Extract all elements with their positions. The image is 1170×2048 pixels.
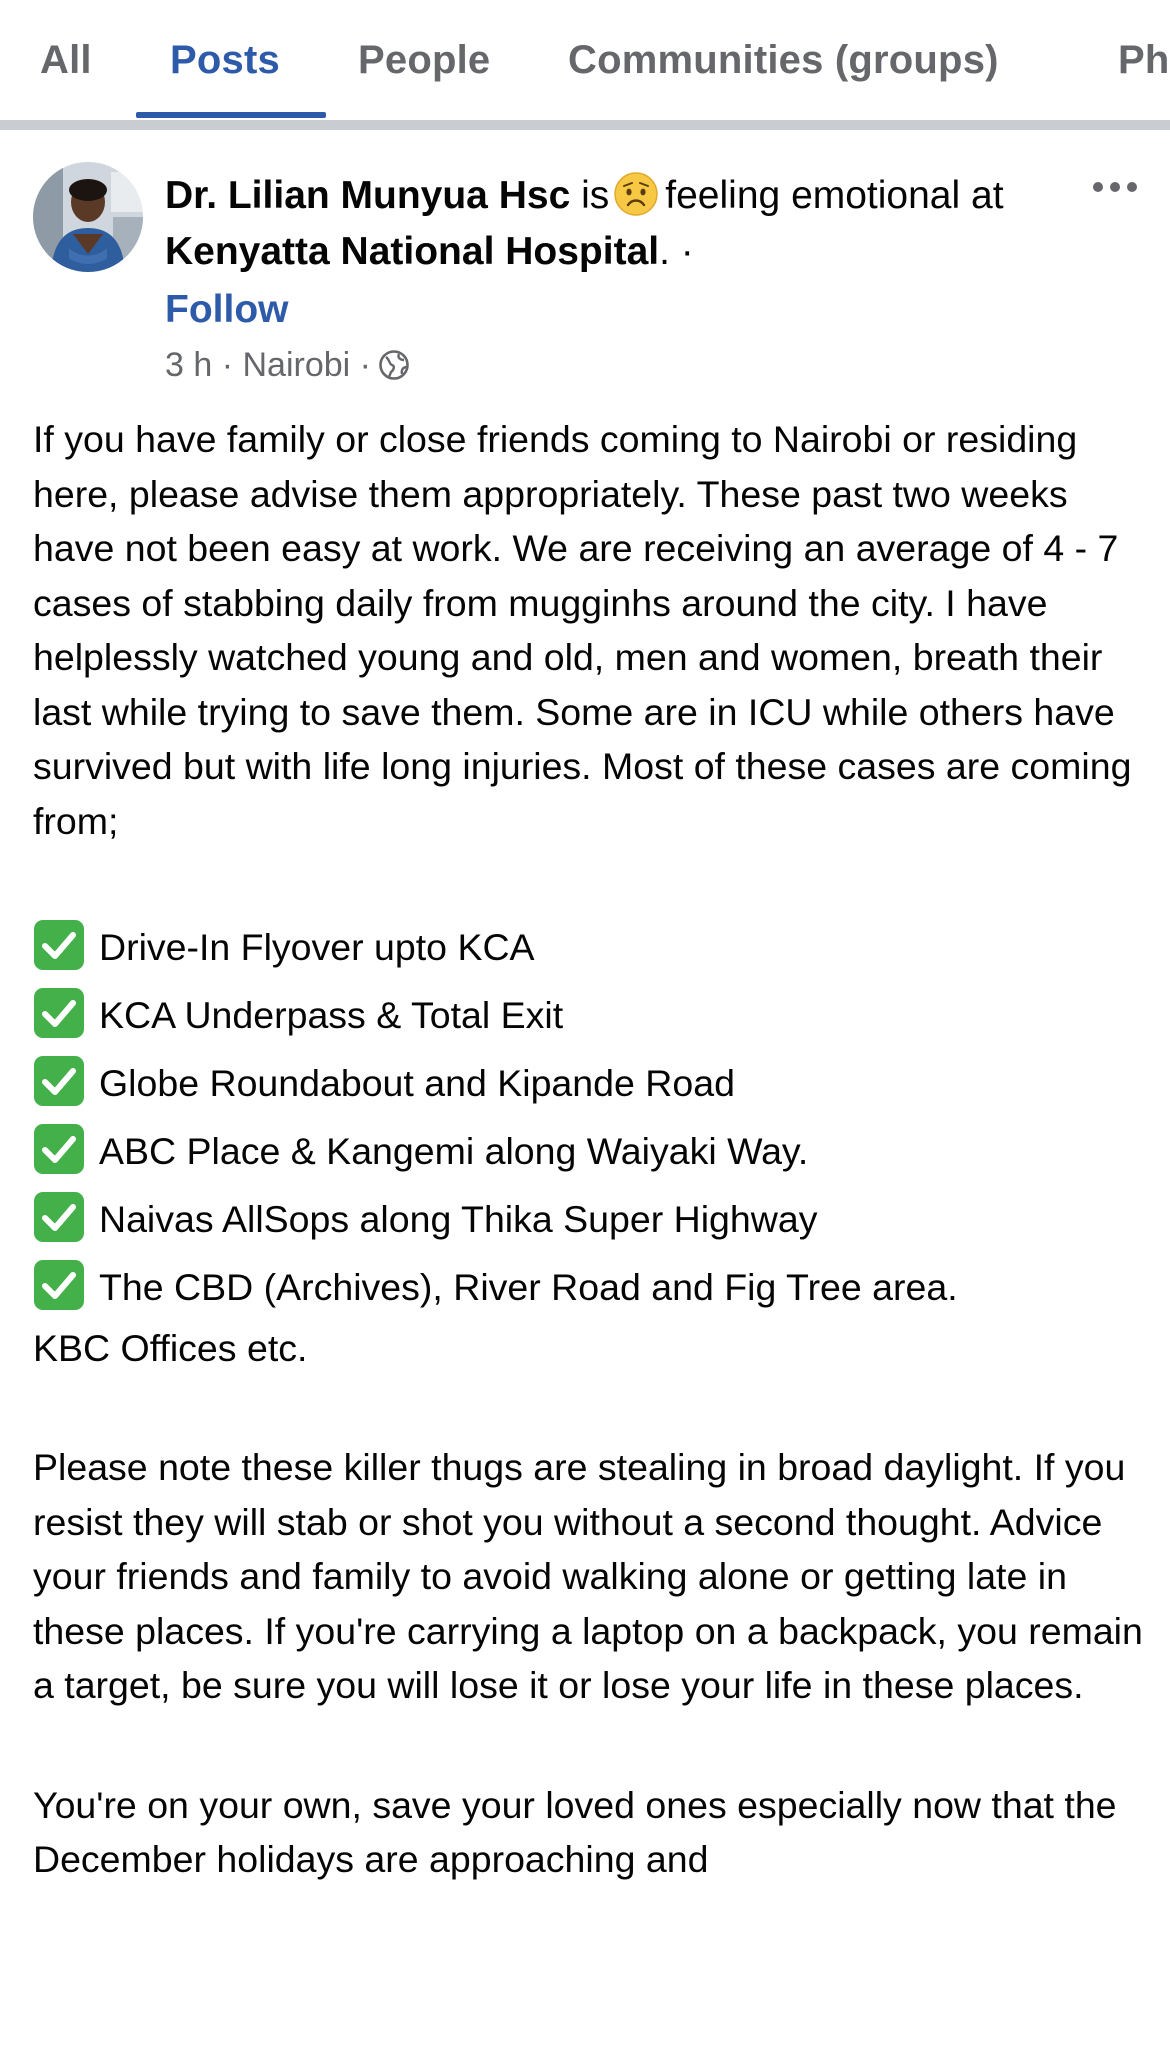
sad-face-emoji-icon: [613, 171, 659, 217]
location-text: KCA Underpass & Total Exit: [99, 994, 564, 1036]
place-name[interactable]: Kenyatta National Hospital: [165, 230, 660, 273]
location-text: Globe Roundabout and Kipande Road: [99, 1062, 735, 1104]
active-tab-indicator: [136, 112, 326, 118]
tab-all[interactable]: All: [40, 38, 92, 82]
location-text: Naivas AllSops along Thika Super Highway: [99, 1198, 818, 1240]
feeling-text: emotional at: [791, 174, 1004, 217]
check-mark-icon: [33, 1055, 85, 1107]
follow-button[interactable]: Follow: [165, 288, 289, 331]
check-mark-icon: [33, 1259, 85, 1311]
list-item: [33, 1253, 1143, 1321]
avatar-image: [33, 162, 143, 272]
post-paragraph-2: Please note these killer thugs are stealing in broad daylight. If you resist they will stab or shot you without a second thought. Advice your friends and family to avoid walking alone or getting late in these places. If you're carrying a laptop on a backpack, you remain a target, be sure you will lose it or lose your life in these places.: [33, 1446, 1143, 1706]
globe-icon: [377, 348, 411, 382]
post-body: [33, 412, 1143, 1887]
locations-list: [33, 913, 1143, 1375]
post-paragraph-3: You're on your own, save your loved ones especially now that the December holidays are approaching and: [33, 1783, 1117, 1880]
list-item: [33, 1117, 1143, 1185]
more-options-icon[interactable]: [1092, 180, 1138, 194]
list-item: [33, 1185, 1143, 1253]
tab-photos[interactable]: Ph: [1118, 38, 1170, 82]
check-mark-icon: [33, 1123, 85, 1175]
list-item: [33, 981, 1143, 1049]
tabs-divider: [0, 120, 1170, 130]
check-mark-icon: [33, 1191, 85, 1243]
list-item: [33, 913, 1143, 981]
check-mark-icon: [33, 919, 85, 971]
feeling-label: feeling: [665, 174, 781, 217]
activity-prefix: is: [581, 174, 610, 217]
post-meta: [165, 346, 411, 385]
header-separator: . ·: [659, 230, 694, 273]
tab-posts[interactable]: Posts: [170, 38, 280, 82]
author-name[interactable]: Dr. Lilian Munyua Hsc: [165, 174, 571, 217]
check-mark-icon: [33, 987, 85, 1039]
post-header: [165, 168, 1045, 280]
list-item: [33, 1049, 1143, 1117]
author-avatar[interactable]: [33, 162, 143, 272]
tab-people[interactable]: People: [358, 38, 491, 82]
tab-communities[interactable]: Communities (groups): [568, 38, 999, 82]
search-tabs: [0, 0, 1170, 122]
location-text: The CBD (Archives), River Road and Fig Tree area.: [99, 1266, 958, 1308]
location-text: Drive-In Flyover upto KCA: [99, 926, 535, 968]
list-item-continuation: KBC Offices etc.: [33, 1327, 308, 1369]
post-paragraph-1: If you have family or close friends coming to Nairobi or residing here, please advise them appropriately. These past two weeks have not been easy at work. We are receiving an average of 4 - 7 cases of stabbing daily from mugginhs around the city. I have helplessly watched young and old, men and women, breath their last while trying to save them. Some are in ICU while others have survived but with life long injuries. Most of these cases are coming from;: [33, 418, 1132, 842]
post-time-location[interactable]: 3 h · Nairobi ·: [165, 346, 371, 384]
location-text: ABC Place & Kangemi along Waiyaki Way.: [99, 1130, 809, 1172]
